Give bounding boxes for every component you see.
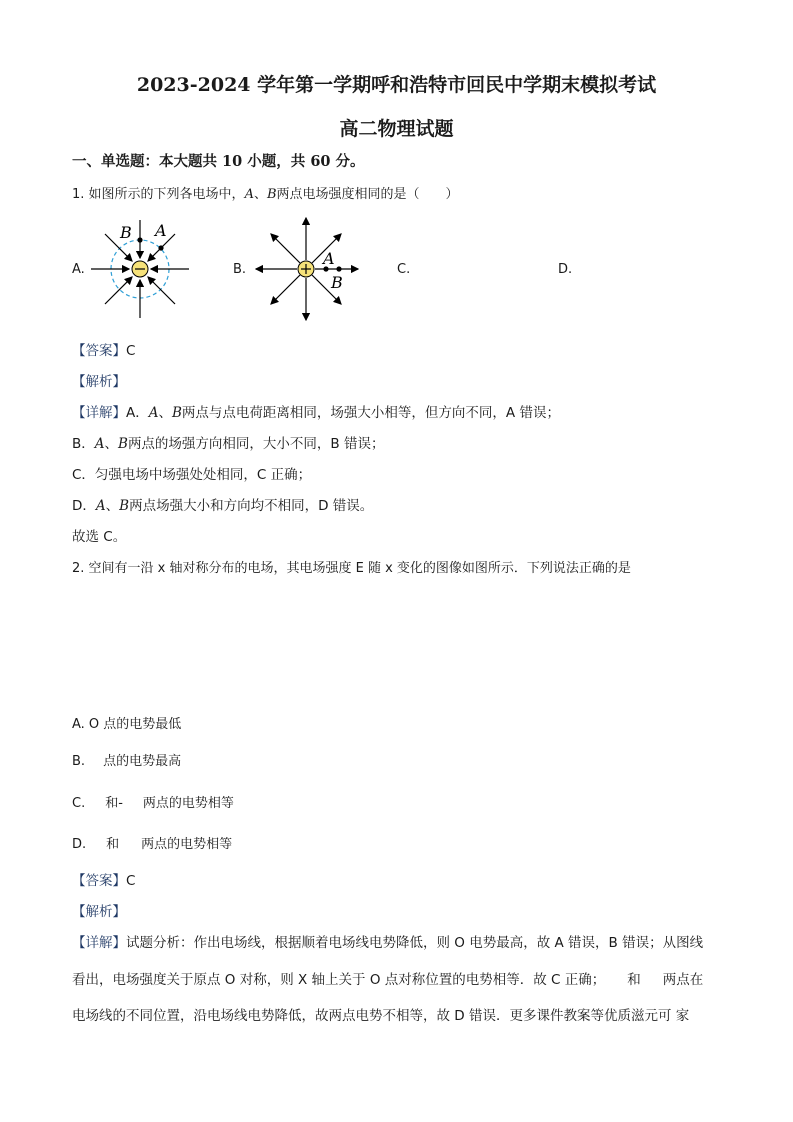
sep: 、 xyxy=(104,436,119,452)
q1-answer xyxy=(72,339,135,359)
q1-figure-b-positive-charge xyxy=(254,214,364,324)
sep: 、 xyxy=(105,498,120,514)
q1-option-c-label: C. xyxy=(397,262,411,277)
point-a-dot xyxy=(158,245,163,250)
answer-tag: 【答案】 xyxy=(72,873,126,889)
detail-text: 和 xyxy=(627,972,641,988)
detail-tag: 【详解】 xyxy=(72,935,126,951)
q1-point-a: A xyxy=(244,187,254,202)
option-label: C. xyxy=(72,796,86,811)
answer-tag: 【答案】 xyxy=(72,343,126,359)
q1-number: 1. xyxy=(72,187,85,202)
detail-text: 两点场强大小和方向均不相同，D 错误。 xyxy=(129,498,374,514)
sep: 、 xyxy=(158,405,172,421)
q2-detail-line-2 xyxy=(72,968,703,988)
q1-stem-text-a: 如图所示的下列各电场中， xyxy=(88,187,245,202)
q1-detail-line-2 xyxy=(72,432,385,452)
q2-option-b xyxy=(72,750,181,769)
figure-b-label-b: B xyxy=(331,273,343,292)
option-label: D. xyxy=(72,837,87,852)
detail-tag: 【详解】 xyxy=(72,405,126,421)
q1-option-b-label: B. xyxy=(233,262,247,277)
detail-text: 两点在 xyxy=(662,972,704,988)
point-b-italic: B xyxy=(119,498,130,514)
point-a-italic: A xyxy=(148,405,159,421)
q1-figure-a-negative-charge xyxy=(88,214,194,322)
point-a-italic: A xyxy=(94,436,105,452)
q1-analysis-tag: 【解析】 xyxy=(72,374,126,390)
point-b-dot xyxy=(137,237,142,242)
q1-option-d-label: D. xyxy=(558,262,573,277)
figure-a-label-b: B xyxy=(120,223,132,242)
answer-value: C xyxy=(126,873,136,889)
q2-option-a: A. O 点的电势最低 xyxy=(72,717,182,732)
point-b-italic: B xyxy=(172,405,182,421)
detail-prefix: B． xyxy=(72,436,95,452)
q1-conclusion: 故选 C。 xyxy=(72,529,127,545)
q1-detail-line-1 xyxy=(72,401,560,421)
detail-text: 两点的场强方向相同，大小不同，B 错误； xyxy=(127,436,385,452)
detail-text: 看出，电场强度关于原点 O 对称，则 X 轴上关于 O 点对称位置的电势相等．故 C 正确； xyxy=(72,972,606,988)
q1-stem-text-b: 两点电场强度相同的是（ ） xyxy=(276,187,459,202)
exam-subtitle: 高二物理试题 xyxy=(339,118,454,140)
option-mid: 和- xyxy=(105,796,123,811)
q1-sep: 、 xyxy=(253,187,267,202)
option-text: 两点的电势相等 xyxy=(142,796,234,811)
option-mid: 和 xyxy=(106,837,120,852)
section-heading: 一、单选题：本大题共 10 小题，共 60 分。 xyxy=(72,153,365,170)
option-text: 点的电势最高 xyxy=(103,754,182,769)
q2-detail-line-3: 电场线的不同位置，沿电场线电势降低，故两点电势不相等，故 D 错误．更多课件教案等优质滋元可 家 xyxy=(72,1008,690,1024)
q2-option-d xyxy=(72,833,232,852)
answer-value: C xyxy=(126,343,136,359)
figure-a-label-a: A xyxy=(155,221,167,240)
q2-answer xyxy=(72,869,135,889)
point-b-dot xyxy=(336,266,341,271)
q2-stem: 2. 空间有一沿 x 轴对称分布的电场，其电场强度 E 随 x 变化的图像如图所示．下列说法正确的是 xyxy=(72,561,631,576)
q1-point-b: B xyxy=(266,187,277,202)
figure-b-label-a: A xyxy=(323,249,335,268)
point-b-italic: B xyxy=(118,436,128,452)
detail-prefix: D． xyxy=(72,498,96,514)
q1-option-a-label: A. xyxy=(72,262,85,277)
q2-detail-line-1 xyxy=(72,931,703,951)
q2-analysis-tag: 【解析】 xyxy=(72,904,126,920)
q1-detail-line-3: C．匀强电场中场强处处相同，C 正确； xyxy=(72,467,312,483)
q1-detail-line-4 xyxy=(72,494,373,514)
exam-title: 2023-2024 学年第一学期呼和浩特市回民中学期末模拟考试 xyxy=(136,74,657,96)
option-label: B. xyxy=(72,754,86,769)
q2-option-c xyxy=(72,792,234,811)
detail-prefix: A． xyxy=(126,405,149,421)
option-text: 两点的电势相等 xyxy=(141,837,233,852)
q1-stem xyxy=(72,183,459,202)
detail-text: 两点与点电荷距离相同，场强大小相等，但方向不同，A 错误； xyxy=(181,405,560,421)
point-a-italic: A xyxy=(95,498,106,514)
detail-text: 试题分析：作出电场线，根据顺着电场线电势降低，则 O 电势最高，故 A 错误，B 错误；从图线 xyxy=(126,935,704,951)
